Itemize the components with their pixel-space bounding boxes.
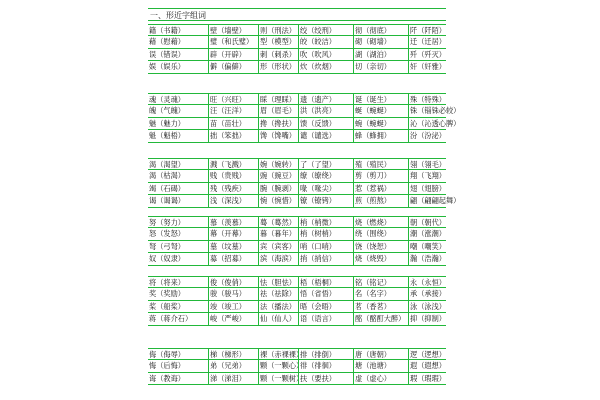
table-row bbox=[148, 276, 446, 288]
word-cell: 则（刑法） bbox=[258, 25, 298, 35]
word-cell: 刺（刺杀） bbox=[258, 49, 298, 60]
word-cell: 怯（胆怯） bbox=[258, 277, 298, 287]
word-cell: 蜂（蜂拥） bbox=[353, 130, 408, 141]
table-row bbox=[148, 360, 446, 372]
word-cell: 泳（泳浅） bbox=[410, 301, 446, 311]
word-cell: 翩（翩翩起舞） bbox=[410, 196, 461, 206]
word-group bbox=[148, 348, 446, 385]
word-cell: 暮（暮年） bbox=[258, 228, 298, 239]
word-cell: 宾（宾客） bbox=[258, 241, 298, 252]
word-cell: 煎（煎熬） bbox=[353, 195, 408, 206]
word-cell: 了（了望） bbox=[298, 159, 353, 169]
word-cell: 梢（梢微） bbox=[298, 217, 353, 227]
word-cell: 塘（池塘） bbox=[353, 360, 408, 371]
word-cell: 湖（湖泊） bbox=[353, 49, 408, 60]
word-cell: 将（将来） bbox=[149, 278, 185, 287]
word-cell: 涕（涕泪） bbox=[208, 373, 258, 384]
word-cell: 彻（彻底） bbox=[353, 25, 408, 35]
word-cell: 名（名字） bbox=[353, 288, 408, 299]
word-cell: 唐（唐朝） bbox=[353, 349, 408, 359]
word-cell: 壁（墙壁） bbox=[208, 25, 258, 35]
word-cell: 烧（燃烧） bbox=[353, 217, 408, 227]
word-cell: 汾（汾泌） bbox=[410, 131, 446, 141]
table-row bbox=[148, 313, 446, 325]
word-cell: 弩（弓弩） bbox=[149, 241, 185, 251]
word-cell: 语（语言） bbox=[298, 313, 353, 324]
word-cell: 悔（后悔） bbox=[149, 361, 185, 371]
table-row bbox=[148, 61, 446, 73]
word-cell: 峻（严峻） bbox=[208, 313, 258, 324]
word-group bbox=[148, 158, 461, 208]
word-cell: 婉（婉转） bbox=[258, 159, 298, 169]
section-title: 一、形近字组词 bbox=[148, 8, 446, 21]
word-cell: 惋（惋惜） bbox=[258, 195, 298, 206]
word-cell: 翔（飞翔） bbox=[410, 171, 446, 181]
word-cell: 贱（贵贱） bbox=[208, 170, 258, 181]
word-cell: 惹（惹祸） bbox=[353, 183, 408, 194]
table-row bbox=[148, 348, 446, 360]
table-row bbox=[148, 158, 446, 170]
word-cell: 梢（树梢） bbox=[298, 228, 353, 239]
word-cell: 朝（朝代） bbox=[410, 218, 446, 227]
word-cell: 蜒（蜿蜒） bbox=[353, 105, 408, 116]
word-cell: 翎（翎毛） bbox=[410, 160, 446, 169]
table-row bbox=[148, 130, 446, 142]
word-cell: 铢（锱铢必较） bbox=[410, 106, 461, 116]
word-cell: 酩（酩酊大醉） bbox=[353, 313, 408, 324]
word-cell: 晤（会晤） bbox=[298, 301, 353, 312]
word-cell: 铭（铭记） bbox=[353, 277, 408, 287]
table-row bbox=[148, 288, 446, 300]
word-cell: 潮（涨潮） bbox=[410, 229, 446, 239]
word-cell: 弟（兄弟） bbox=[208, 360, 258, 371]
word-cell: 绕（围绕） bbox=[353, 228, 408, 239]
word-cell: 梯（梯形） bbox=[208, 349, 258, 359]
word-cell: 募（招募） bbox=[208, 253, 258, 264]
word-cell: 蓦（蓦然） bbox=[258, 217, 298, 227]
word-cell: 奸（奸雅） bbox=[410, 62, 446, 72]
word-cell: 辟（开辟） bbox=[208, 49, 258, 60]
word-cell: 竭（石碣） bbox=[149, 183, 185, 193]
table-row bbox=[148, 373, 446, 385]
word-cell: 型（模型） bbox=[258, 36, 298, 47]
table-row bbox=[148, 24, 446, 36]
word-cell: 藉（慰藉） bbox=[149, 37, 185, 47]
word-cell: 奖（奖励） bbox=[149, 289, 185, 299]
word-cell: 捎（捎信） bbox=[298, 253, 353, 264]
word-cell: 歼（歼灭） bbox=[410, 49, 446, 59]
word-cell: 阡（阡陌） bbox=[410, 26, 446, 35]
table-row bbox=[148, 301, 446, 313]
table-row bbox=[148, 183, 446, 195]
table-row bbox=[148, 36, 446, 48]
word-cell: 滨（海滨） bbox=[258, 253, 298, 264]
table-row bbox=[148, 49, 446, 61]
word-cell: 谒（谒谒） bbox=[149, 196, 185, 206]
word-cell: 瑕（瑕瑕） bbox=[410, 373, 446, 383]
table-row bbox=[148, 195, 461, 207]
table-row bbox=[148, 93, 446, 105]
word-table-page bbox=[148, 8, 461, 400]
word-cell: 桨（船桨） bbox=[149, 301, 185, 311]
word-cell: 镣（镣铐） bbox=[298, 195, 353, 206]
word-cell: 遗（遗产） bbox=[298, 94, 353, 104]
word-group bbox=[148, 216, 446, 266]
word-cell: 祛（祛除） bbox=[258, 288, 298, 299]
word-group bbox=[148, 24, 446, 74]
word-cell: 旺（兴旺） bbox=[208, 94, 258, 104]
word-cell: 茗（香茗） bbox=[353, 301, 408, 312]
word-cell: 逻（逻想） bbox=[410, 350, 446, 359]
word-cell: 诲（教诲） bbox=[149, 373, 185, 383]
word-cell: 虚（虚心） bbox=[353, 373, 408, 384]
word-cell: 蒋（蒋介石） bbox=[149, 314, 193, 324]
word-cell: 睬（理睬） bbox=[258, 94, 298, 104]
word-cell: 喙（喙尖） bbox=[298, 183, 353, 194]
word-cell: 怒（发怒） bbox=[149, 229, 185, 239]
word-cell: 搀（搀扶） bbox=[258, 118, 298, 129]
word-cell: 抑（抑制） bbox=[410, 314, 446, 324]
word-cell: 残（残疾） bbox=[208, 183, 258, 194]
word-cell: 墓（坟墓） bbox=[208, 241, 258, 252]
word-group bbox=[148, 93, 461, 143]
word-cell: 魅（魅力） bbox=[149, 118, 185, 128]
word-cell: 诞（诞生） bbox=[353, 94, 408, 104]
table-row bbox=[148, 170, 446, 182]
word-cell: 汪（汪洋） bbox=[208, 105, 258, 116]
word-cell: 扶（要扶） bbox=[298, 373, 353, 384]
table-row bbox=[148, 118, 461, 130]
table-row bbox=[148, 228, 446, 240]
word-cell: 烧（烧毁） bbox=[353, 253, 408, 264]
word-cell: 徘（徘徊） bbox=[298, 360, 353, 371]
word-cell: 误（错误） bbox=[149, 49, 185, 59]
word-cell: 谴（谴选） bbox=[298, 130, 353, 141]
table-row bbox=[148, 216, 446, 228]
table-row bbox=[148, 105, 461, 117]
word-cell: 饶（饶恕） bbox=[353, 241, 408, 252]
word-cell: 馈（反馈） bbox=[298, 118, 353, 129]
word-cell: 洪（洪亮） bbox=[298, 105, 353, 116]
word-cell: 慕（羡慕） bbox=[208, 217, 258, 227]
word-cell: 奴（奴隶） bbox=[149, 254, 185, 264]
word-cell: 骏（骏马） bbox=[208, 288, 258, 299]
word-cell: 豌（豌豆） bbox=[258, 170, 298, 181]
word-cell: 苗（苗壮） bbox=[208, 118, 258, 129]
table-row bbox=[148, 241, 446, 253]
word-cell: 幕（开幕） bbox=[208, 228, 258, 239]
word-cell: 魂（灵魂） bbox=[149, 95, 185, 104]
word-cell: 浅（深浅） bbox=[208, 195, 258, 206]
word-cell: 眉（眉毛） bbox=[258, 105, 298, 116]
word-cell: 溅（飞溅） bbox=[208, 159, 258, 169]
word-cell: 法（播法） bbox=[258, 301, 298, 312]
word-cell: 排（排倒） bbox=[298, 349, 353, 359]
word-cell: 哨（口哨） bbox=[298, 241, 353, 252]
word-cell: 承（承接） bbox=[410, 289, 446, 299]
word-cell: 皎（皎洁） bbox=[298, 36, 353, 47]
word-cell: 形（形状） bbox=[258, 61, 298, 72]
word-cell: 娱（娱乐） bbox=[149, 62, 185, 72]
word-cell: 翅（翅膀） bbox=[410, 183, 446, 193]
word-cell: 努（努力） bbox=[149, 218, 185, 227]
word-cell: 永（永恒） bbox=[410, 278, 446, 287]
word-cell: 沁（沁透心脾） bbox=[410, 118, 461, 128]
word-cell: 殊（特殊） bbox=[410, 95, 446, 104]
word-cell: 渴（枯渴） bbox=[149, 171, 185, 181]
word-cell: 裸（赤裸裸） bbox=[260, 350, 304, 359]
word-cell: 吹（吹风） bbox=[298, 49, 353, 60]
word-cell: 颗（一颗树） bbox=[260, 373, 304, 383]
word-cell: 缭（缭绕） bbox=[298, 170, 353, 181]
word-cell: 遐（遐想） bbox=[410, 361, 446, 371]
word-cell: 绞（绞刑） bbox=[298, 25, 353, 35]
word-cell: 切（亲切） bbox=[353, 61, 408, 72]
word-group bbox=[148, 276, 446, 326]
word-cell: 魄（气魄） bbox=[149, 106, 185, 116]
word-cell: 颗（一颗心） bbox=[260, 361, 304, 371]
word-cell: 璧（和氏璧） bbox=[208, 36, 258, 47]
word-cell: 僻（偏僻） bbox=[208, 61, 258, 72]
word-cell: 渴（渴望） bbox=[149, 160, 185, 169]
word-cell: 殖（殖民） bbox=[353, 159, 408, 169]
word-cell: 俊（俊俏） bbox=[208, 277, 258, 287]
word-cell: 侮（侮辱） bbox=[149, 350, 185, 359]
word-cell: 迁（迁居） bbox=[410, 37, 446, 47]
word-cell: 腕（腕剥） bbox=[258, 183, 298, 194]
word-cell: 悟（省悟） bbox=[298, 288, 353, 299]
table-row bbox=[148, 253, 446, 265]
word-cell: 砌（砌墙） bbox=[353, 36, 408, 47]
word-cell: 嘲（嘲笑） bbox=[410, 241, 446, 251]
word-cell: 籍（书籍） bbox=[149, 26, 185, 35]
word-cell: 魁（魁梧） bbox=[149, 131, 185, 141]
word-cell: 梧（梧桐） bbox=[298, 277, 353, 287]
word-cell: 馋（馋嘴） bbox=[258, 130, 298, 141]
word-cell: 蜿（蜿蜒） bbox=[353, 118, 408, 129]
word-cell: 剪（剪刀） bbox=[353, 170, 408, 181]
word-cell: 竣（竣工） bbox=[208, 301, 258, 312]
word-cell: 仙（仙人） bbox=[258, 313, 298, 324]
word-cell: 拙（笨拙） bbox=[208, 130, 258, 141]
word-cell: 瀚（浩瀚） bbox=[410, 254, 446, 264]
word-cell: 炊（炊烟） bbox=[298, 61, 353, 72]
